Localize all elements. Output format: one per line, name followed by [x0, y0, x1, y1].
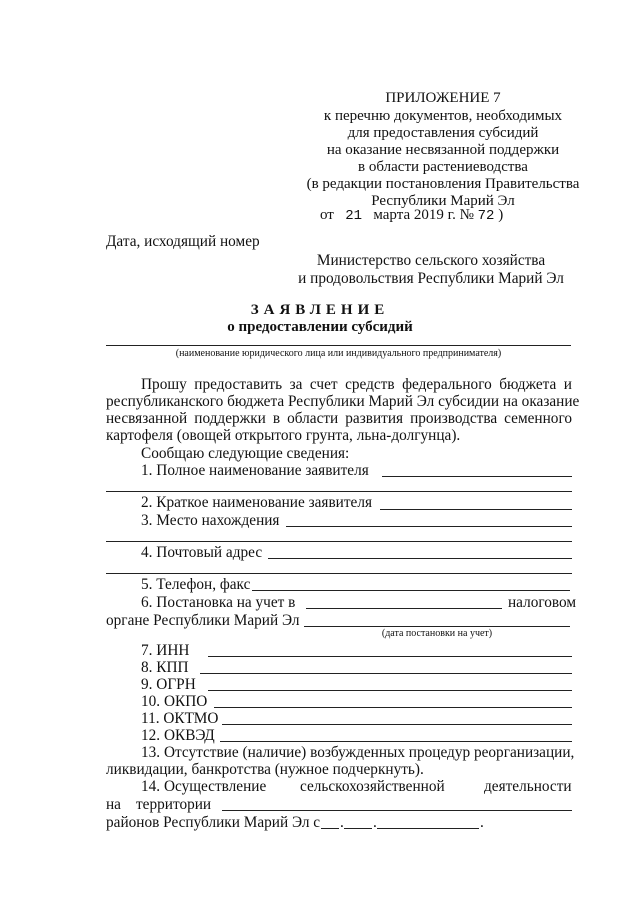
registration-date-caption: (дата постановки на учет)	[381, 628, 493, 639]
item-14-part-4: на	[106, 796, 121, 813]
item-8-label: 8. КПП	[141, 659, 189, 676]
appendix-line-4: в области растениеводства	[358, 159, 528, 175]
appendix-line-6: Республики Марий Эл	[371, 193, 515, 209]
phone-fax-field[interactable]	[252, 590, 570, 591]
date-month-year: марта 2019 г. №	[373, 207, 474, 223]
recipient-line-1: Министерство сельского хозяйства	[316, 252, 546, 269]
item-2-label: 2. Краткое наименование заявителя	[141, 494, 373, 511]
ogrn-field[interactable]	[208, 690, 572, 691]
activity-date-dot-3: .	[480, 814, 484, 831]
okpo-field[interactable]	[214, 707, 572, 708]
activity-start-month-field[interactable]	[344, 828, 372, 829]
item-14-part-2: сельскохозяйственной	[300, 778, 445, 795]
appendix-date-line	[320, 205, 503, 226]
postal-address-field[interactable]	[268, 558, 572, 559]
date-suffix: )	[498, 207, 504, 223]
intro-line-3: несвязанной поддержки в области развития производства семенного	[106, 410, 572, 427]
item-12-label: 12. ОКВЭД	[141, 727, 215, 744]
intro-line-1: Прошу предоставить за счет средств федерального бюджета и	[141, 376, 572, 393]
item-1-label: 1. Полное наименование заявителя	[141, 462, 369, 479]
item-6-label: 6. Постановка на учет в	[141, 594, 296, 611]
date-prefix: от	[320, 207, 334, 223]
item-14-part-1: 14. Осуществление	[141, 778, 267, 795]
appendix-line-2: для предоставления субсидий	[347, 125, 539, 141]
item-14-part-5: территории	[136, 796, 212, 813]
item-7-label: 7. ИНН	[141, 642, 190, 659]
item-5-label: 5. Телефон, факс	[141, 576, 251, 593]
activity-start-day-field[interactable]	[321, 828, 339, 829]
tax-office-field[interactable]	[306, 608, 502, 609]
registration-date-field[interactable]	[304, 626, 570, 627]
item-13-line-1: 13. Отсутствие (наличие) возбужденных процедур реорганизации,	[141, 744, 575, 761]
statement-subtitle: о предоставлении субсидий	[227, 319, 413, 335]
intro-line-4: картофеля (овощей открытого грунта, льна-долгунца).	[106, 427, 461, 444]
activity-date-dot-2: .	[373, 814, 377, 831]
full-name-field-cont[interactable]	[106, 491, 572, 492]
item-9-label: 9. ОГРН	[141, 676, 196, 693]
inn-field[interactable]	[208, 656, 572, 657]
sender-label: Дата, исходящий номер	[106, 233, 260, 250]
applicant-name-line[interactable]	[106, 345, 571, 346]
appendix-line-1: к перечню документов, необходимых	[323, 108, 563, 124]
item-11-label: 11. ОКТМО	[141, 710, 219, 727]
location-field[interactable]	[286, 526, 572, 527]
kpp-field[interactable]	[200, 673, 572, 674]
item-13-line-2: ликвидации, банкротства (нужное подчеркнуть).	[106, 761, 424, 778]
appendix-line-5: (в редакции постановления Правительства	[306, 176, 580, 192]
recipient-line-2: и продовольствия Республики Марий Эл	[298, 270, 564, 287]
postal-address-field-cont[interactable]	[106, 573, 572, 574]
date-number: 72	[477, 208, 495, 224]
intro-line-2: республиканского бюджета Республики Марий Эл субсидии на оказание	[106, 393, 580, 410]
item-14-part-6: районов Республики Марий Эл с	[106, 814, 321, 831]
activity-start-year-field[interactable]	[377, 828, 479, 829]
intro-line-5: Сообщаю следующие сведения:	[141, 445, 350, 462]
activity-territory-field[interactable]	[222, 810, 572, 811]
okved-field[interactable]	[220, 741, 572, 742]
item-10-label: 10. ОКПО	[141, 693, 208, 710]
item-4-label: 4. Почтовый адрес	[141, 544, 263, 561]
statement-title: ЗАЯВЛЕНИЕ	[250, 302, 390, 318]
full-name-field[interactable]	[382, 476, 572, 477]
activity-date-dot-1: .	[340, 814, 344, 831]
oktmo-field[interactable]	[222, 724, 572, 725]
applicant-name-caption: (наименование юридического лица или индивидуального предпринимателя)	[175, 348, 502, 359]
short-name-field[interactable]	[380, 509, 572, 510]
location-field-cont[interactable]	[106, 541, 572, 542]
item-14-part-3: деятельности	[484, 778, 572, 795]
item-3-label: 3. Место нахождения	[141, 512, 280, 529]
date-day: 21	[345, 208, 363, 224]
item-6-label-b: налоговом	[508, 594, 577, 611]
item-6-label-c: органе Республики Марий Эл	[106, 612, 300, 629]
appendix-line-3: на оказание несвязанной поддержки	[326, 142, 560, 158]
appendix-title: ПРИЛОЖЕНИЕ 7	[385, 90, 501, 106]
